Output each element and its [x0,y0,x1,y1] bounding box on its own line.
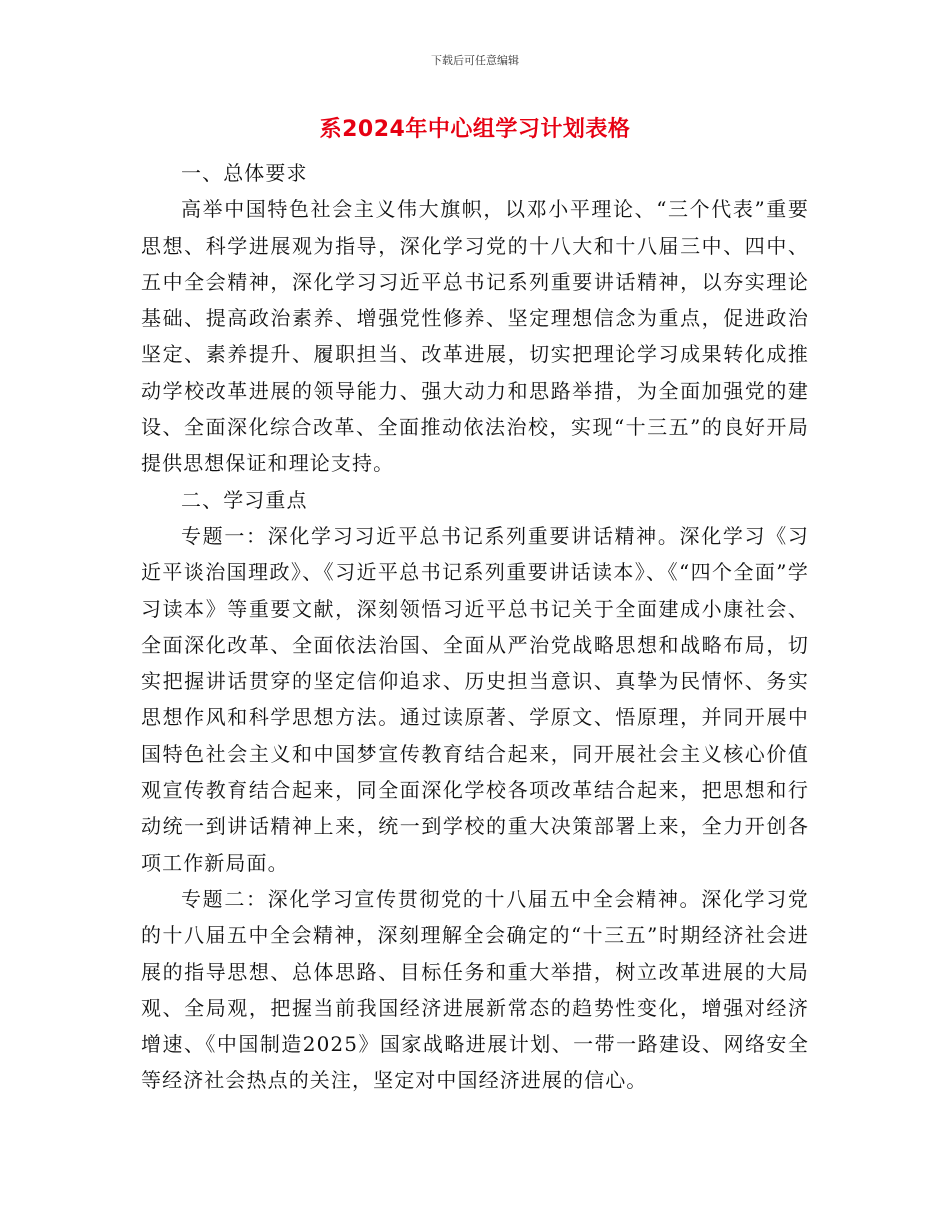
section-heading-general-requirements: 一、总体要求 [181,161,308,185]
paragraph-topic-one: 专题一：深化学习习近平总书记系列重要讲话精神。深化学习《习近平谈治国理政》、《习近平总书记系列重要讲话读本》、《“四个全面”学习读本》等重要文献，深刻领悟习近平总书记关于全面建成小康社会、全面深化改革、全面依法治国、全面从严治党战略思想和战略布局，切实把握讲话贯穿的坚定信仰追求、历史担当意识、真挚为民情怀、务实思想作风和科学思想方法。通过读原著、学原文、悟原理，并同开展中国特色社会主义和中国梦宣传教育结合起来，同开展社会主义核心价值观宣传教育结合起来，同全面深化学校各项改革结合起来，把思想和行动统一到讲话精神上来，统一到学校的重大决策部署上来，全力开创各项工作新局面。 [141,523,809,875]
page-header-note: 下载后可任意编辑 [431,54,519,67]
document-title: 系2024年中心组学习计划表格 [319,117,631,142]
document-body [141,155,809,1099]
paragraph-topic-two: 专题二：深化学习宣传贯彻党的十八届五中全会精神。深化学习党的十八届五中全会精神，深刻理解全会确定的“十三五”时期经济社会进展的指导思想、总体思路、目标任务和重大举措，树立改革进展的大局观、全局观，把握当前我国经济进展新常态的趋势性变化，增强对经济增速、《中国制造2025》国家战略进展计划、一带一路建设、网络安全等经济社会热点的关注，坚定对中国经济进展的信心。 [141,886,809,1093]
paragraph-general-requirements: 高举中国特色社会主义伟大旗帜，以邓小平理论、“三个代表”重要思想、科学进展观为指导，深化学习党的十八大和十八届三中、四中、五中全会精神，深化学习习近平总书记系列重要讲话精神，以夯实理论基础、提高政治素养、增强党性修养、坚定理想信念为重点，促进政治坚定、素养提升、履职担当、改革进展，切实把理论学习成果转化成推动学校改革进展的领导能力、强大动力和思路举措，为全面加强党的建设、全面深化综合改革、全面推动依法治校，实现“十三五”的良好开局提供思想保证和理论支持。 [141,197,809,476]
section-heading-study-focus: 二、学习重点 [181,487,308,512]
